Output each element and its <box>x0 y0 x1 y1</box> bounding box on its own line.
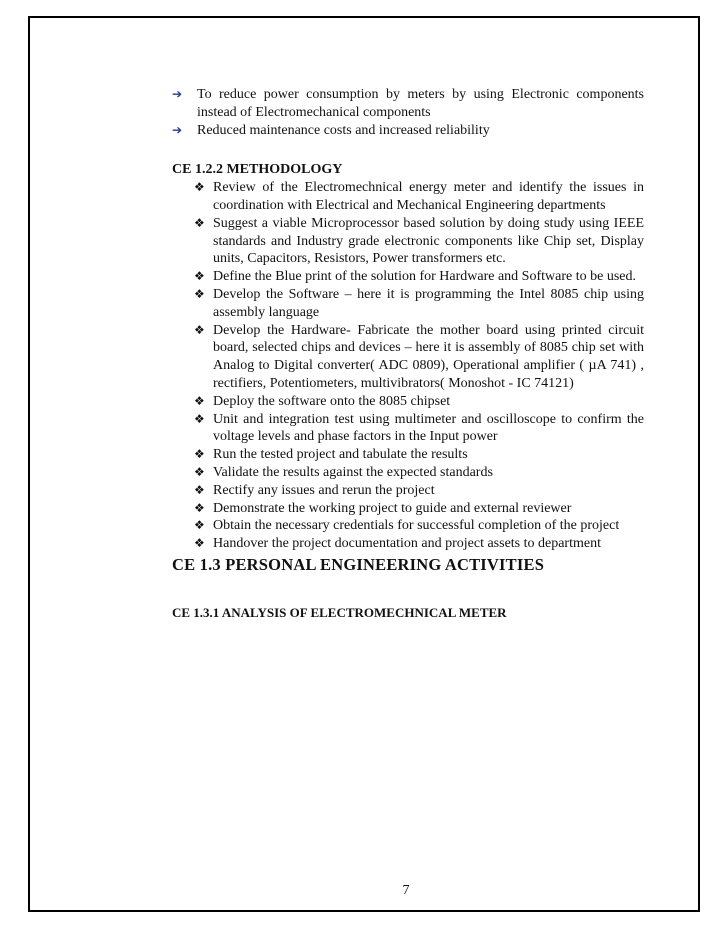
methodology-list <box>172 179 644 553</box>
diamond-bullet-icon: ❖ <box>194 464 205 479</box>
diamond-bullet-icon: ❖ <box>194 269 205 284</box>
diamond-bullet-icon: ❖ <box>194 536 205 551</box>
list-item: ❖ Review of the Electromechnical energy meter and identify the issues in coordination with Electrical and Mechanical Engineering departments <box>194 180 644 213</box>
diamond-bullet-icon: ❖ <box>194 411 205 426</box>
list-item: ➔ Reduced maintenance costs and increased reliability <box>172 122 490 138</box>
list-item: ❖ Develop the Software – here it is programming the Intel 8085 chip using assembly language <box>194 286 644 320</box>
arrow-icon: ➔ <box>172 87 183 101</box>
diamond-bullet-icon: ❖ <box>194 393 205 408</box>
list-item: ❖ Handover the project documentation and project assets to department <box>194 536 601 552</box>
list-item: ❖ Unit and integration test using multimeter and oscilloscope to confirm the voltage levels and phase factors in the Input power <box>194 411 644 445</box>
list-item: ❖ Rectify any issues and rerun the project <box>194 482 435 498</box>
diamond-bullet-icon: ❖ <box>194 180 205 195</box>
page-number: 7 <box>402 883 410 898</box>
section-heading-personal-activities: CE 1.3 PERSONAL ENGINEERING ACTIVITIES <box>172 554 545 574</box>
list-item: ❖ Demonstrate the working project to guide and external reviewer <box>194 500 572 516</box>
list-item: ❖ Develop the Hardware- Fabricate the mother board using printed circuit board, selected chips and devices – here it is assembly of 8085 chip set with Analog to Digital converter( ADC 0809), Operational amplifier ( µA 741) , rectifiers, Potentiometers, multivibrators( Monoshot - IC 74121) <box>194 322 644 391</box>
subsection-heading-analysis: CE 1.3.1 ANALYSIS OF ELECTROMECHNICAL METER <box>172 604 507 620</box>
diamond-bullet-icon: ❖ <box>194 447 205 462</box>
list-item: ❖ Run the tested project and tabulate the results <box>194 447 468 463</box>
list-item: ❖ Deploy the software onto the 8085 chipset <box>194 393 451 409</box>
list-item: ❖ Obtain the necessary credentials for successful completion of the project <box>194 518 620 534</box>
list-item: ❖ Suggest a viable Microprocessor based solution by doing study using IEEE standards and Industry grade electronic components like Chip set, Display units, Capacitors, Resistors, Power transformers etc. <box>194 215 644 267</box>
document-body <box>172 86 644 622</box>
diamond-bullet-icon: ❖ <box>194 482 205 497</box>
list-item: ❖ Validate the results against the expected standards <box>194 464 493 480</box>
diamond-bullet-icon: ❖ <box>194 322 205 337</box>
diamond-bullet-icon: ❖ <box>194 286 205 301</box>
diamond-bullet-icon: ❖ <box>194 500 205 515</box>
diamond-bullet-icon: ❖ <box>194 215 205 230</box>
arrow-icon: ➔ <box>172 122 183 137</box>
list-item: ➔ To reduce power consumption by meters by using Electronic components instead of Electromechanical components <box>172 87 644 120</box>
methodology-heading: CE 1.2.2 METHODOLOGY <box>172 162 343 178</box>
intro-list <box>172 86 644 139</box>
list-item: ❖ Define the Blue print of the solution for Hardware and Software to be used. <box>194 269 636 285</box>
diamond-bullet-icon: ❖ <box>194 518 205 533</box>
